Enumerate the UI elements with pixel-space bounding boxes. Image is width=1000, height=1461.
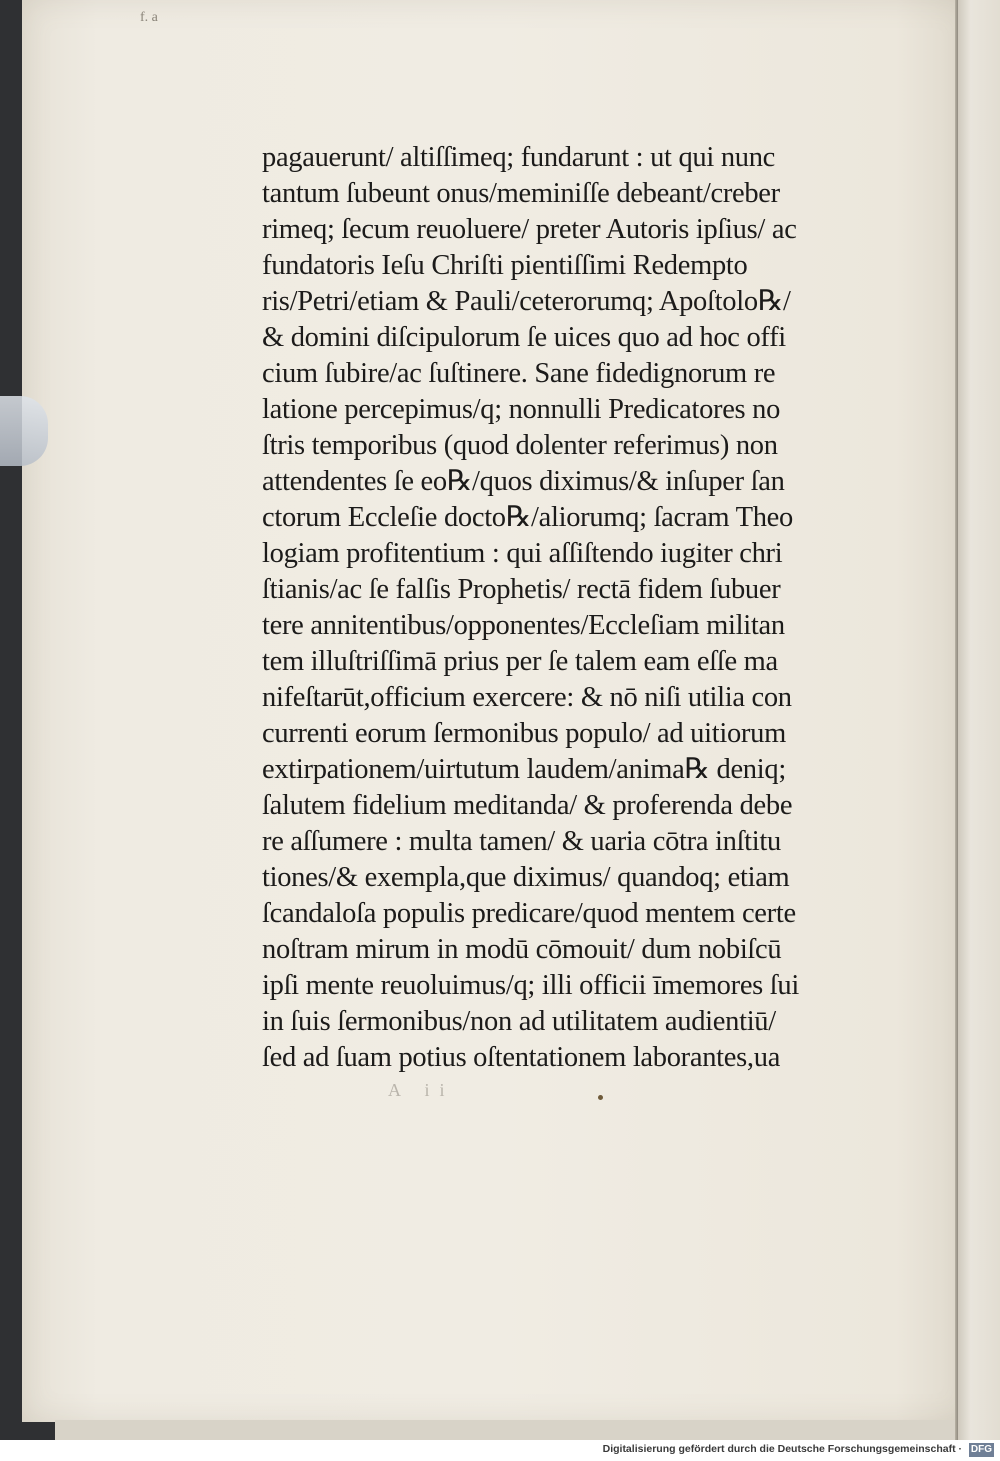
print-text-block xyxy=(262,140,862,1076)
text-line: tantum ſubeunt onus/meminiſſe debeant/creber xyxy=(262,178,780,209)
corner-pencil-mark: f. a xyxy=(140,10,158,25)
text-line: logiam profitentium : qui aſſiſtendo iugiter chri xyxy=(262,538,783,569)
text-line: ſtianis/ac ſe falſis Prophetis/ rectā fidem ſubuer xyxy=(262,574,781,605)
ink-dot xyxy=(598,1095,603,1100)
text-line: attendentes ſe eo℞/quos diximus/& inſuper ſan xyxy=(262,466,785,497)
text-line: fundatoris Ieſu Chriſti pientiſſimi Redempto xyxy=(262,250,748,281)
text-line: nifeſtarūt,officium exercere: & nō niſi utilia con xyxy=(262,682,792,713)
text-line: & domini diſcipulorum ſe uices quo ad hoc offi xyxy=(262,322,786,353)
text-line: tere annitentibus/opponentes/Eccleſiam militan xyxy=(262,610,785,641)
text-line: currenti eorum ſermonibus populo/ ad uitiorum xyxy=(262,718,786,749)
text-line: tiones/& exempla,que diximus/ quandoq; etiam xyxy=(262,862,790,893)
text-line: cium ſubire/ac ſuſtinere. Sane fidedignorum re xyxy=(262,358,776,389)
facing-page-edge xyxy=(958,0,1000,1440)
text-line: ſalutem fidelium meditanda/ & proferenda debe xyxy=(262,790,793,821)
text-line: ſtris temporibus (quod dolenter referimus) non xyxy=(262,430,778,461)
text-line: latione percepimus/q; nonnulli Predicatores no xyxy=(262,394,781,425)
page-clip xyxy=(0,396,48,466)
page-bottom-edge xyxy=(55,1420,955,1440)
signature-mark-faint: A ii xyxy=(388,1080,455,1100)
text-line: extirpationem/uirtutum laudem/anima℞ deniq; xyxy=(262,754,786,785)
text-line: pagauerunt/ altiſſimeq; fundarunt : ut qui nunc xyxy=(262,142,776,173)
dfg-logo: DFG xyxy=(970,1444,992,1455)
text-line: ſcandaloſa populis predicare/quod mentem certe xyxy=(262,898,796,929)
text-line: in ſuis ſermonibus/non ad utilitatem audientiū/ xyxy=(262,1006,776,1037)
text-line: re aſſumere : multa tamen/ & uaria cōtra inſtitu xyxy=(262,826,781,857)
text-line: tem illuſtriſſimā prius per ſe talem eam eſſe ma xyxy=(262,646,778,677)
text-line: ſed ad ſuam potius oſtentationem laborantes,ua xyxy=(262,1042,781,1073)
text-line: ctorum Eccleſie docto℞/aliorumq; ſacram Theo xyxy=(262,502,793,533)
text-line: rimeq; ſecum reuoluere/ preter Autoris ipſius/ ac xyxy=(262,214,797,245)
text-line: noſtram mirum in modū cōmouit/ dum nobiſcū xyxy=(262,934,782,965)
text-line: ipſi mente reuoluimus/q; illi officii īmemores ſui xyxy=(262,970,799,1001)
text-line: ris/Petri/etiam & Pauli/ceterorumq; Apoſtolo℞/ xyxy=(262,286,791,317)
funding-credit: Digitalisierung gefördert durch die Deutsche Forschungsgemeinschaft · xyxy=(602,1443,962,1455)
